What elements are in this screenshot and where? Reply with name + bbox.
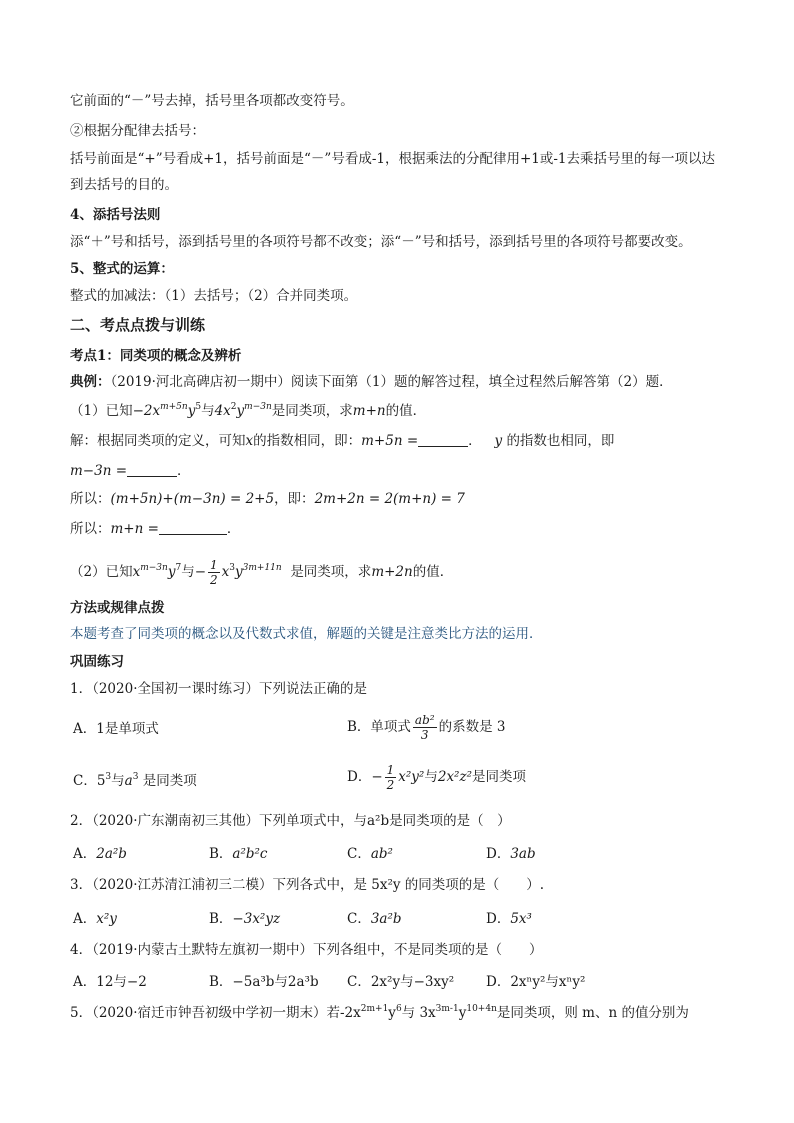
math: m−3n = bbox=[70, 463, 127, 479]
text: 的值． bbox=[385, 403, 427, 419]
text: 的值． bbox=[412, 564, 454, 580]
text: （1）已知 bbox=[70, 403, 133, 419]
math: ab² bbox=[370, 846, 393, 862]
exponent: 5 bbox=[195, 402, 202, 412]
text: ． bbox=[468, 433, 482, 449]
text: 是同类项 bbox=[142, 773, 197, 789]
math: y bbox=[494, 433, 503, 449]
math: −2x bbox=[132, 403, 161, 419]
text: 的系数是 3 bbox=[438, 719, 506, 735]
math: 5x³ bbox=[510, 911, 532, 927]
math: y bbox=[235, 564, 243, 580]
answer-blank[interactable] bbox=[418, 432, 468, 447]
option-a[interactable] bbox=[73, 910, 117, 928]
question-1-line bbox=[70, 402, 426, 420]
topic-heading: 考点1：同类项的概念及辨析 bbox=[70, 348, 242, 364]
math: x bbox=[245, 433, 254, 449]
math: 3ab bbox=[510, 846, 536, 862]
math: a²b²c bbox=[232, 846, 268, 862]
method-text: 本题考查了同类项的概念以及代数式求值，解题的关键是注意类比方法的运用． bbox=[70, 626, 543, 642]
option-d[interactable] bbox=[486, 845, 536, 863]
option-d[interactable]: D．2xⁿy²与xⁿy² bbox=[486, 974, 586, 990]
math: x²y bbox=[96, 911, 117, 927]
exponent: 3 bbox=[105, 772, 112, 782]
chapter-heading: 二、考点点拨与训练 bbox=[70, 316, 206, 334]
question-2-line bbox=[70, 558, 453, 587]
text: ． bbox=[177, 463, 191, 479]
option-c[interactable] bbox=[73, 772, 197, 790]
exponent: m+5n bbox=[160, 402, 188, 412]
exponent: 3 bbox=[132, 772, 139, 782]
text-line: 它前面的“－”号去掉，括号里各项都改变符号。 bbox=[70, 93, 354, 109]
example-line bbox=[70, 373, 673, 391]
text: A． bbox=[73, 846, 97, 862]
math: −3x²yz bbox=[232, 911, 281, 927]
option-b[interactable] bbox=[209, 845, 268, 863]
exponent: m−3n bbox=[140, 563, 168, 573]
answer-blank[interactable] bbox=[159, 520, 227, 535]
text: B． bbox=[209, 911, 233, 927]
text: ． bbox=[226, 521, 241, 537]
option-a[interactable]: A．12与−2 bbox=[73, 974, 147, 990]
text: 所以： bbox=[70, 521, 111, 537]
math: y bbox=[187, 403, 196, 419]
fraction bbox=[208, 558, 220, 587]
fraction bbox=[413, 713, 437, 742]
denominator: 2 bbox=[210, 573, 218, 587]
text: 的指数也相同，即 bbox=[506, 433, 615, 449]
text: 的指数相同，即： bbox=[253, 433, 362, 449]
solution-line bbox=[70, 490, 465, 508]
practice-heading: 巩固练习 bbox=[70, 654, 124, 670]
math: m+n = bbox=[110, 521, 159, 537]
math: − bbox=[194, 564, 207, 580]
math: 2m+2n = 2(m+n) = 7 bbox=[314, 491, 465, 507]
text-line: 到去括号的目的。 bbox=[70, 177, 178, 193]
option-d[interactable] bbox=[486, 910, 532, 928]
math: 4x bbox=[214, 403, 231, 419]
math: 3a²b bbox=[370, 911, 402, 927]
numerator: ab² bbox=[414, 713, 435, 727]
text-line: ②根据分配律去括号： bbox=[70, 123, 205, 139]
text-line: 添“＋”号和括号，添到括号里的各项符号都不改变；添“－”号和括号，添到括号里的各项符号都要改变。 bbox=[70, 234, 692, 250]
option-b[interactable] bbox=[347, 713, 505, 742]
text: D． bbox=[486, 846, 511, 862]
math: 2x²z² bbox=[437, 769, 472, 785]
option-b[interactable]: B．−5a³b与2a³b bbox=[209, 974, 319, 990]
math: x bbox=[132, 564, 141, 580]
option-c[interactable] bbox=[347, 910, 402, 928]
option-c[interactable] bbox=[347, 845, 393, 863]
math: a bbox=[124, 773, 133, 789]
exponent: 2 bbox=[230, 402, 237, 412]
exponent: 3m+11n bbox=[242, 563, 282, 573]
text: D．− bbox=[347, 769, 383, 785]
exercise-1: 1．（2020·全国初一课时练习）下列说法正确的是 bbox=[70, 681, 367, 697]
exponent: 6 bbox=[395, 1004, 402, 1014]
text: ，即： bbox=[274, 491, 315, 507]
math: (m+5n)+(m−3n) = 2+5 bbox=[110, 491, 275, 507]
text: B． bbox=[209, 846, 233, 862]
exercise-5 bbox=[70, 1004, 689, 1022]
exponent: m−3n bbox=[244, 402, 272, 412]
text: 与 bbox=[424, 769, 438, 785]
text: B．单项式 bbox=[347, 719, 411, 735]
exercise-2: 2．（2020·广东潮南初三其他）下列单项式中，与a²b是同类项的是（ ） bbox=[70, 813, 511, 829]
method-heading: 方法或规律点拨 bbox=[70, 600, 165, 616]
exercise-3: 3．（2020·江苏清江浦初三二模）下列各式中，是 5x²y 的同类项的是（ ）. bbox=[70, 877, 545, 893]
section-heading: 5、整式的运算： bbox=[70, 261, 174, 277]
text-line: 整式的加减法：（1）去括号；（2）合并同类项。 bbox=[70, 288, 358, 304]
exponent: 10+4n bbox=[466, 1004, 497, 1014]
text: 与 bbox=[111, 773, 125, 789]
exercise-4: 4．（2019·内蒙古土默特左旗初一期中）下列各组中，不是同类项的是（ ） bbox=[70, 942, 543, 958]
text: 是同类项，求 bbox=[290, 564, 372, 580]
exponent: 2m+1 bbox=[360, 1004, 389, 1014]
text: A． bbox=[73, 911, 97, 927]
math: m+2n bbox=[371, 564, 413, 580]
option-b[interactable] bbox=[209, 910, 280, 928]
math: x²y² bbox=[398, 769, 425, 785]
example-text: （2019·河北高碑店初一期中）阅读下面第（1）题的解答过程，填全过程然后解答第（2）题． bbox=[110, 374, 673, 390]
text: C． bbox=[347, 846, 371, 862]
text: 与 bbox=[201, 403, 215, 419]
exponent: 3 bbox=[229, 563, 236, 573]
exponent: 7 bbox=[175, 563, 182, 573]
math: y bbox=[167, 564, 176, 580]
text: （2）已知 bbox=[70, 564, 133, 580]
text-line: 括号前面是“+”号看成+1，括号前面是“－”号看成-1，根据乘法的分配律用+1或-1去乘括号里的每一项以达 bbox=[70, 151, 716, 167]
text: 是同类项 bbox=[472, 769, 526, 785]
solution-line bbox=[70, 520, 240, 538]
text: D． bbox=[486, 911, 511, 927]
solution-line bbox=[70, 432, 614, 450]
math: x bbox=[221, 564, 230, 580]
numerator: 1 bbox=[386, 763, 395, 777]
math: m+5n = bbox=[361, 433, 419, 449]
text: 所以： bbox=[70, 491, 111, 507]
text: y bbox=[458, 1005, 467, 1021]
option-a[interactable] bbox=[73, 845, 127, 863]
math: 2a²b bbox=[96, 846, 127, 862]
text: C．5 bbox=[73, 773, 106, 789]
text: y bbox=[388, 1005, 396, 1021]
text: C． bbox=[347, 911, 371, 927]
option-d[interactable] bbox=[347, 763, 526, 792]
text: 是同类项，则 m、n 的值分别为 bbox=[496, 1005, 689, 1021]
solution-line bbox=[70, 462, 191, 480]
fraction bbox=[385, 763, 397, 792]
example-label: 典例： bbox=[70, 374, 111, 390]
answer-blank[interactable] bbox=[127, 462, 177, 477]
section-heading: 4、添括号法则 bbox=[70, 207, 161, 223]
text: 与 bbox=[181, 564, 195, 580]
text: 与 3x bbox=[401, 1005, 436, 1021]
denominator: 2 bbox=[386, 778, 395, 792]
numerator: 1 bbox=[210, 558, 218, 572]
option-c[interactable]: C．2x²y与−3xy² bbox=[347, 974, 455, 990]
option-a[interactable]: A．1是单项式 bbox=[73, 721, 159, 737]
exponent: 3m-1 bbox=[435, 1004, 459, 1014]
math: m+n bbox=[352, 403, 386, 419]
text: 解：根据同类项的定义，可知 bbox=[70, 433, 246, 449]
math: y bbox=[236, 403, 245, 419]
denominator: 3 bbox=[420, 728, 429, 742]
text: 5．（2020·宿迁市钟吾初级中学初一期末）若-2x bbox=[70, 1005, 361, 1021]
text: 是同类项，求 bbox=[271, 403, 353, 419]
